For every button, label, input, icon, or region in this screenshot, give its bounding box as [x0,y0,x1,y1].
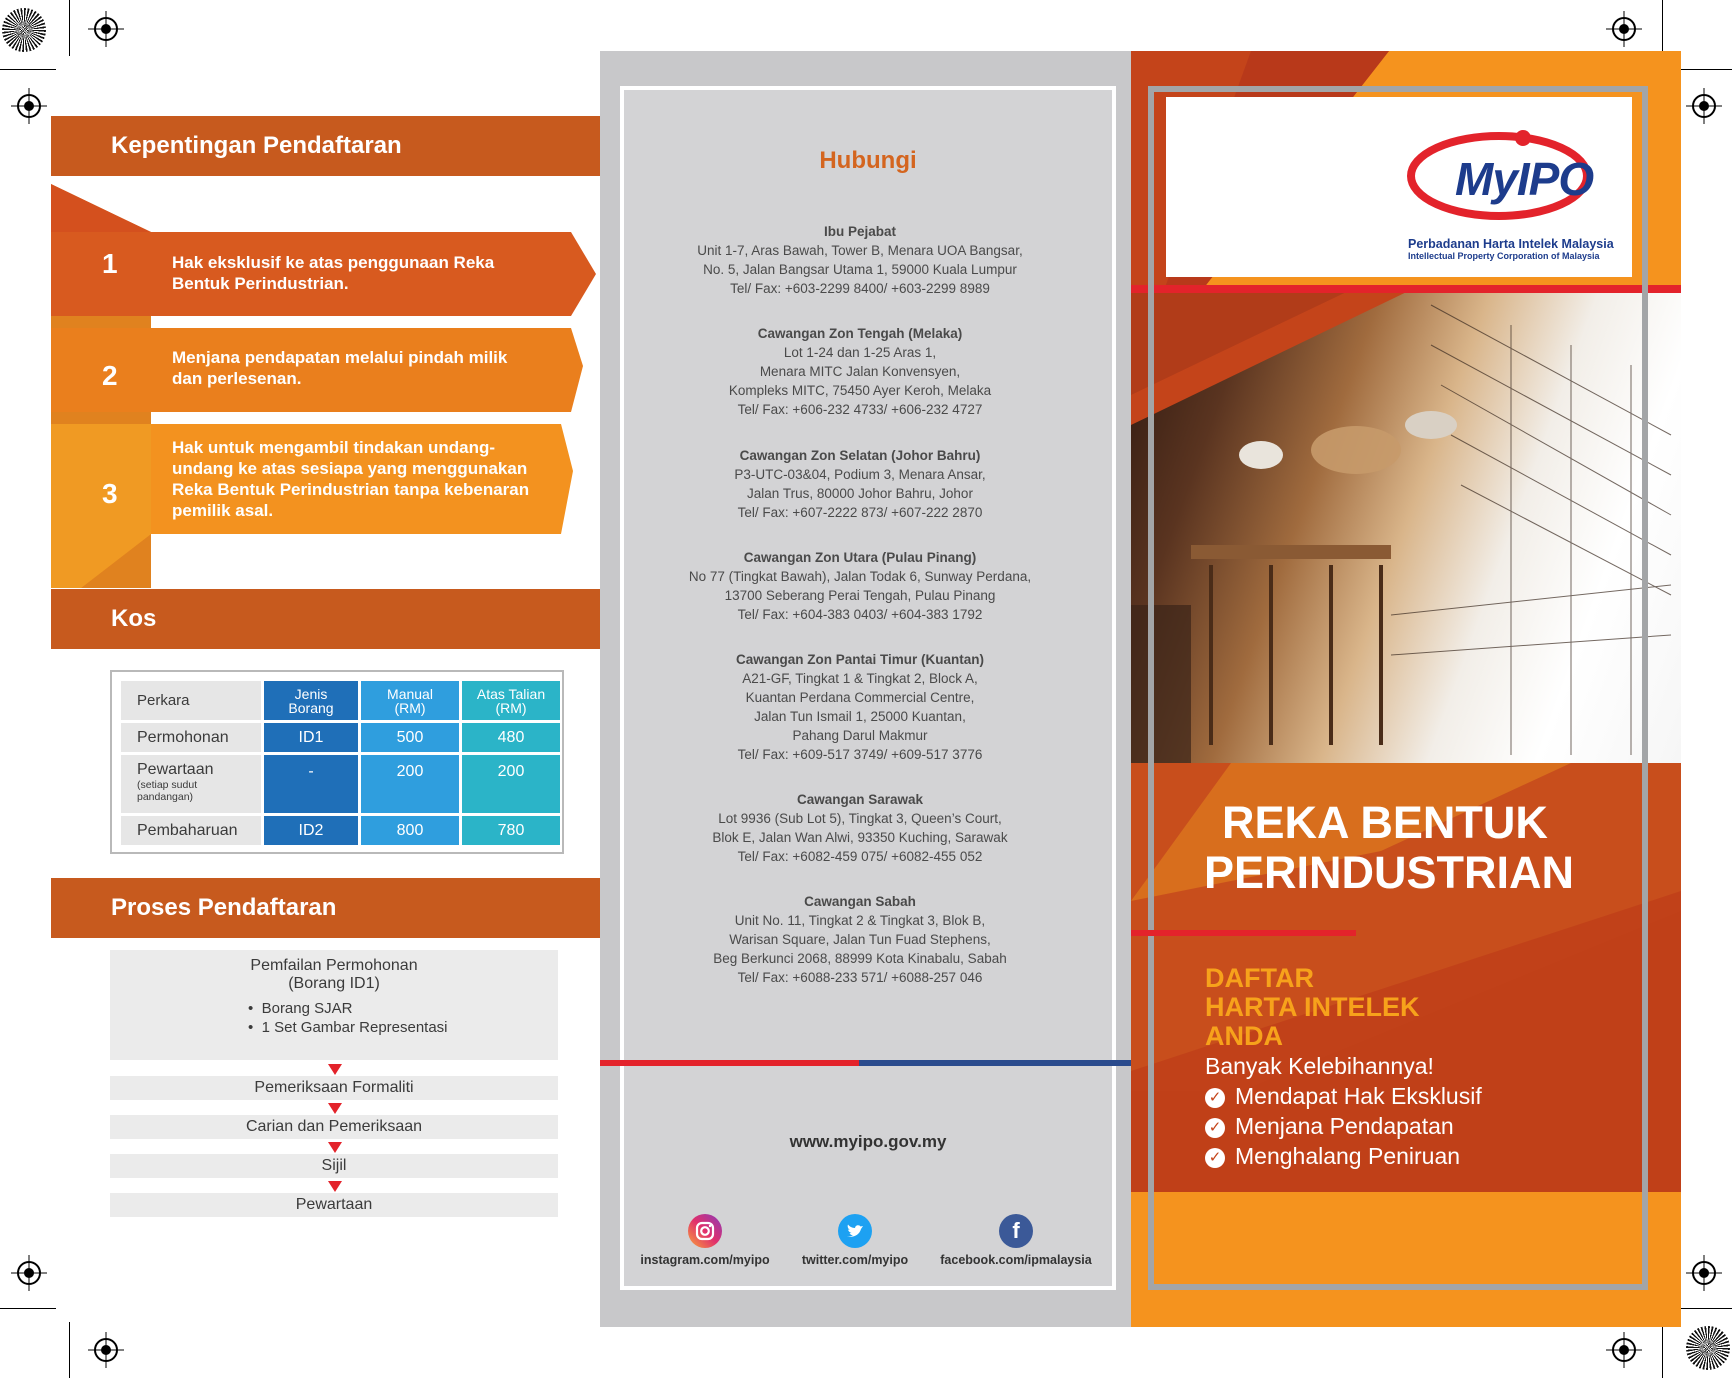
section-title-kos: Kos [51,589,600,649]
table-cell: 200 [462,755,560,813]
table-cell: 800 [361,816,459,845]
table-cell: 480 [462,723,560,752]
process-step: Carian dan Pemeriksaan [110,1115,558,1139]
office-line: Tel/ Fax: +603-2299 8400/ +603-2299 8989 [730,281,990,296]
twitter-link[interactable]: twitter.com/myipo [801,1253,909,1267]
table-cell: ID2 [264,816,358,845]
benefit-item [1205,1082,1482,1110]
table-header-label: Atas Talian (RM) [476,685,546,716]
office-line: Tel/ Fax: +607-2222 873/ +607-222 2870 [737,505,983,520]
table-header [361,681,459,720]
table-cell: 200 [361,755,459,813]
cover-red-bar [1131,930,1356,936]
cover-subtitle-line1: DAFTAR [1205,963,1314,993]
office-line: Kompleks MITC, 75450 Ayer Keroh, Melaka [728,383,992,398]
item-number: 1 [102,248,118,279]
office-block [640,324,1080,419]
office-line: Tel/ Fax: +604-383 0403/ +604-383 1792 [737,607,983,622]
crosshair-icon [1686,88,1722,124]
check-icon: ✓ [1205,1088,1225,1108]
crosshair-icon [1686,1255,1722,1291]
process-step-first [110,950,558,1060]
twitter-bird-icon [838,1214,872,1248]
process-step-subtitle: (Borang ID1) [288,975,380,992]
office-line: Jalan Trus, 80000 Johor Bahru, Johor [747,486,973,501]
table-cell: - [264,755,358,813]
bullet-dot-icon: • [248,1019,262,1036]
table-header-label: Manual (RM) [387,685,433,716]
item-number: 2 [102,360,118,391]
crosshair-icon [88,11,124,47]
office-line: A21-GF, Tingkat 1 & Tingkat 2, Block A, [742,671,978,686]
table-header: Perkara [121,681,261,720]
process-step: Pemeriksaan Formaliti [110,1076,558,1100]
office-line: Blok E, Jalan Wan Alwi, 93350 Kuching, Sarawak [712,830,1008,845]
bullet-item [248,999,558,1018]
office-line: Jalan Tun Ismail 1, 25000 Kuantan, [754,709,966,724]
table-cell [121,755,261,813]
twitter-icon[interactable] [838,1214,872,1248]
process-step: Pewartaan [110,1193,558,1217]
arrow-down-icon [328,1064,342,1075]
table-cell: 500 [361,723,459,752]
bullet-item [248,1018,558,1037]
cover-subtitle-line3: ANDA [1205,1021,1283,1051]
benefit-item [1205,1142,1460,1170]
crop-mark [0,69,56,70]
office-line: Menara MITC Jalan Konvensyen, [759,364,961,379]
process-bullets [248,999,558,1037]
arrow-down-icon [328,1181,342,1192]
cover-title-line2: PERINDUSTRIAN [1204,847,1575,898]
check-icon: ✓ [1205,1148,1225,1168]
instagram-link[interactable]: instagram.com/myipo [640,1253,770,1267]
check-icon: ✓ [1205,1118,1225,1138]
crop-mark [0,1308,56,1309]
office-line: Beg Berkunci 2068, 88999 Kota Kinabalu, Sabah [713,951,1007,966]
crosshair-icon [88,1332,124,1368]
registration-burst-icon [2,8,46,52]
office-name: Cawangan Zon Utara (Pulau Pinang) [743,550,977,565]
office-block [640,790,1080,866]
office-line: Unit No. 11, Tingkat 2 & Tingkat 3, Blok B, [734,913,986,928]
instagram-icon[interactable] [688,1214,722,1248]
divider-blue [859,1060,1131,1066]
website-link[interactable]: www.myipo.gov.my [789,1132,947,1151]
bullet-dot-icon: • [248,1000,262,1017]
section-title-kepentingan: Kepentingan Pendaftaran [51,116,600,176]
office-block [640,222,1080,298]
crosshair-icon [1606,11,1642,47]
cost-table [118,678,563,848]
table-cell: Permohonan [121,723,261,752]
office-line: 13700 Seberang Perai Tengah, Pulau Pinang [724,588,996,603]
cover-title-line1: REKA BENTUK [1222,797,1548,848]
table-header [462,681,560,720]
office-name: Cawangan Sarawak [796,792,924,807]
table-cell: 780 [462,816,560,845]
table-header-label: Jenis Borang [288,685,334,716]
instagram-glyph-icon [688,1214,722,1248]
office-line: Tel/ Fax: +6082-459 075/ +6082-455 052 [737,849,983,864]
office-line: Pahang Darul Makmur [792,728,928,743]
benefit-text: Menjana Pendapatan [1235,1113,1454,1139]
office-block [640,892,1080,987]
office-line: No 77 (Tingkat Bawah), Jalan Todak 6, Sunway Perdana, [688,569,1032,584]
contact-title: Hubungi [819,147,917,174]
bullet-text: 1 Set Gambar Representasi [261,1019,448,1036]
office-line: Kuantan Perdana Commercial Centre, [745,690,975,705]
importance-item-text: Hak eksklusif ke atas penggunaan Reka Bentuk Perindustrian. [172,253,495,293]
table-cell: Pembaharuan [121,816,261,845]
benefit-text: Mendapat Hak Eksklusif [1235,1083,1482,1109]
office-name: Cawangan Zon Selatan (Johor Bahru) [739,448,981,463]
office-name: Cawangan Sabah [804,894,916,909]
org-name-en: Intellectual Property Corporation of Malaysia [1408,251,1600,261]
importance-item-text: Menjana pendapatan melalui pindah milik dan perlesenan. [172,348,508,388]
arrow-down-icon [328,1142,342,1153]
facebook-link[interactable]: facebook.com/ipmalaysia [940,1253,1092,1267]
importance-item-text: Hak untuk mengambil tindakan undang-undang ke atas sesiapa yang menggunakan Reka Bentuk Perindustrian tanpa kebenaran pemilik asal. [172,438,530,520]
office-block [640,548,1080,624]
crosshair-icon [1606,1332,1642,1368]
divider-red [600,1060,859,1066]
table-cell: ID1 [264,723,358,752]
office-line: No. 5, Jalan Bangsar Utama 1, 59000 Kuala Lumpur [703,262,1017,277]
table-cell-note: (setiap sudut pandangan) [137,779,198,803]
office-line: Warisan Square, Jalan Tun Fuad Stephens, [729,932,991,947]
office-name: Cawangan Zon Pantai Timur (Kuantan) [735,652,985,667]
office-line: Tel/ Fax: +609-517 3749/ +609-517 3776 [737,747,983,762]
office-block [640,650,1080,764]
facebook-icon[interactable]: f [999,1214,1033,1248]
process-step: Sijil [110,1154,558,1178]
crop-mark [1676,1308,1732,1309]
office-line: Tel/ Fax: +6088-233 571/ +6088-257 046 [737,970,983,985]
benefit-text: Menghalang Peniruan [1235,1143,1461,1169]
office-line: P3-UTC-03&04, Podium 3, Menara Ansar, [734,467,986,482]
crosshair-icon [11,88,47,124]
office-line: Tel/ Fax: +606-232 4733/ +606-232 4727 [737,402,983,417]
office-line: Lot 1-24 dan 1-25 Aras 1, [783,345,937,360]
registration-burst-icon [1686,1326,1730,1370]
logo-text: MyIPO [1455,153,1594,205]
office-line: Lot 9936 (Sub Lot 5), Tingkat 3, Queen’s Court, [718,811,1002,826]
crosshair-icon [11,1255,47,1291]
org-name-ms: Perbadanan Harta Intelek Malaysia [1408,237,1614,251]
benefit-item [1205,1112,1454,1140]
item-number: 3 [102,478,118,509]
crop-mark [1662,0,1663,56]
crop-mark [69,0,70,56]
crop-mark [1662,1322,1663,1378]
table-cell-label: Pewartaan [137,761,214,778]
office-block [640,446,1080,522]
office-name: Cawangan Zon Tengah (Melaka) [757,326,963,341]
benefit-intro: Banyak Kelebihannya! [1205,1053,1434,1079]
crop-mark [69,1322,70,1378]
process-step-title: Pemfailan Permohonan [250,957,418,974]
office-name: Ibu Pejabat [823,224,896,239]
office-line: Unit 1-7, Aras Bawah, Tower B, Menara UOA Bangsar, [697,243,1023,258]
crop-mark [1676,69,1732,70]
arrow-down-icon [328,1103,342,1114]
cover-subtitle-line2: HARTA INTELEK [1205,992,1420,1022]
bullet-text: Borang SJAR [261,1000,353,1017]
table-header [264,681,358,720]
section-title-proses: Proses Pendaftaran [51,878,600,938]
